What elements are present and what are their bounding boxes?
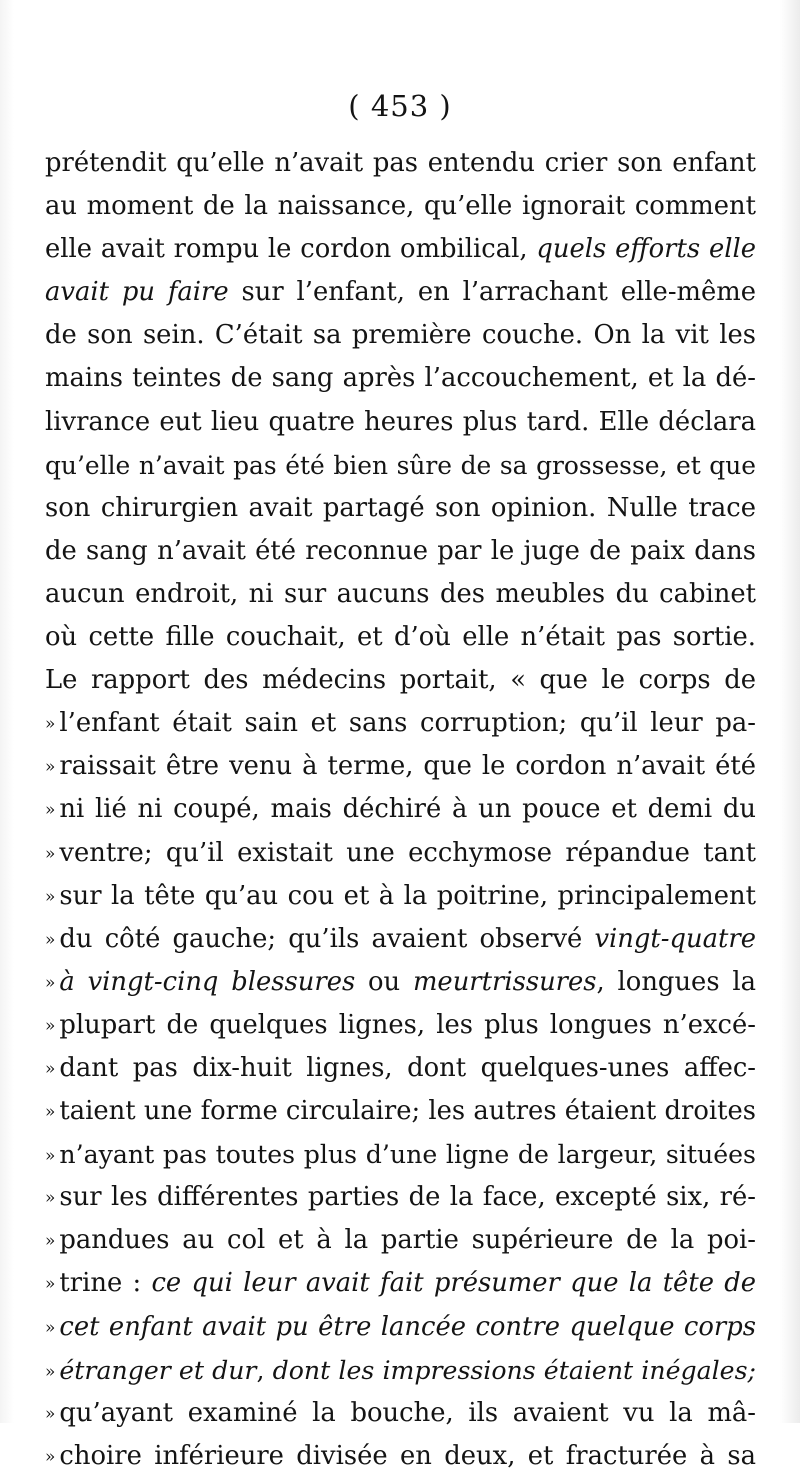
text-segment: , longues la: [596, 966, 756, 997]
text-segment: l’enfant était sain et sans corruption; qu’il leur pa-: [59, 708, 756, 739]
text-line: [45, 357, 756, 400]
text-segment: mains teintes de sang après l’accouchement, et la dé-: [45, 363, 756, 394]
quotation-mark: »: [45, 1361, 56, 1382]
italic-text: avait pu faire: [45, 277, 229, 308]
quotation-mark: »: [45, 1274, 56, 1295]
quotation-mark: »: [45, 1058, 56, 1079]
text-segment: choire inférieure divisée en deux, et fracturée à sa: [59, 1440, 756, 1471]
text-line: [45, 875, 756, 918]
text-line: [45, 142, 756, 185]
italic-text: cet enfant avait pu être lancée contre quelque corps: [59, 1311, 756, 1342]
text-line: [45, 788, 756, 831]
text-segment: qu’ayant examiné la bouche, ils avaient vu la mâ-: [59, 1397, 756, 1428]
text-segment: dant pas dix-huit lignes, dont quelques-unes affec-: [59, 1052, 756, 1083]
text-segment: prétendit qu’elle n’avait pas entendu crier son enfant: [45, 148, 756, 178]
text-line: [45, 659, 756, 702]
italic-text: à vingt-cinq blessures: [59, 966, 356, 997]
text-segment: Le rapport des médecins portait, « que le corps de: [45, 665, 756, 696]
text-segment: sur la tête qu’au cou et à la poitrine, principalement: [59, 880, 756, 911]
italic-text: dont les impressions étaient inégales;: [272, 1355, 756, 1385]
text-segment: de son sein. C’était sa première couche. On la vit les: [45, 320, 756, 351]
quotation-mark: »: [45, 1231, 56, 1252]
text-segment: au moment de la naissance, qu’elle ignorait comment: [45, 191, 756, 222]
text-line: [45, 314, 756, 357]
text-segment: ou: [355, 966, 413, 997]
text-line: [45, 530, 756, 573]
text-line: [45, 1090, 756, 1133]
quotation-mark: »: [45, 1146, 56, 1167]
quotation-mark: »: [45, 800, 56, 821]
text-line: [45, 832, 756, 875]
italic-text: meurtrissures: [412, 966, 597, 997]
quotation-mark: »: [45, 714, 56, 735]
text-line: [45, 1004, 756, 1047]
text-segment: trine :: [59, 1268, 152, 1299]
text-segment: plupart de quelques lignes, les plus longues n’excé-: [59, 1009, 756, 1040]
text-line: [45, 702, 756, 745]
text-segment: raissait être venu à terme, que le cordon n’avait été: [59, 751, 756, 782]
text-line: [45, 1262, 756, 1305]
quotation-mark: »: [45, 1015, 56, 1036]
text-line: [45, 487, 756, 530]
text-segment: ni lié ni coupé, mais déchiré à un pouce et demi du: [59, 794, 756, 825]
text-line: [45, 1047, 756, 1090]
text-line: [45, 271, 756, 314]
quotation-mark: »: [45, 1188, 56, 1209]
italic-text: quels efforts elle: [536, 234, 756, 265]
text-line: [45, 616, 756, 659]
italic-text: vingt-quatre: [594, 923, 756, 954]
text-segment: sur l’enfant, en l’arrachant elle-même: [228, 277, 756, 308]
quotation-mark: »: [45, 929, 56, 950]
text-line: [45, 573, 756, 616]
text-line: [45, 745, 756, 788]
text-line: [45, 1133, 756, 1176]
text-line: [45, 1392, 756, 1435]
text-segment: n’ayant pas toutes plus d’une ligne de largeur, situées: [59, 1140, 756, 1170]
text-segment: du côté gauche; qu’ils avaient observé: [59, 923, 595, 954]
text-line: [45, 1219, 756, 1262]
text-line: [45, 918, 756, 961]
text-segment: de sang n’avait été reconnue par le juge de paix dans: [45, 535, 756, 566]
quotation-mark: »: [45, 886, 56, 907]
text-segment: elle avait rompu le cordon ombilical,: [45, 234, 537, 265]
quotation-mark: »: [45, 1102, 56, 1123]
text-line: [45, 185, 756, 228]
text-segment: qu’elle n’avait pas été bien sûre de sa grossesse, et que: [45, 450, 756, 480]
text-segment: ventre; qu’il existait une ecchymose répandue tant: [59, 837, 756, 868]
text-segment: pandues au col et à la partie supérieure de la poi-: [59, 1225, 756, 1256]
text-line: [45, 1306, 756, 1349]
text-line: [45, 401, 756, 444]
text-segment: taient une forme circulaire; les autres étaient droites: [59, 1096, 756, 1127]
quotation-mark: »: [45, 757, 56, 778]
text-segment: aucun endroit, ni sur aucuns des meubles du cabinet: [45, 578, 756, 609]
quotation-mark: »: [45, 972, 56, 993]
text-line: [45, 961, 756, 1004]
text-segment: sur les différentes parties de la face, excepté six, ré-: [59, 1182, 756, 1213]
italic-text: étranger et dur: [59, 1355, 257, 1385]
page-number: ( 453 ): [348, 89, 452, 123]
text-segment: livrance eut lieu quatre heures plus tard. Elle déclara: [45, 406, 756, 437]
text-line: [45, 1176, 756, 1219]
quotation-mark: »: [45, 843, 56, 864]
text-line: [45, 444, 756, 487]
text-line: [45, 228, 756, 271]
text-segment: où cette fille couchait, et d’où elle n’était pas sortie.: [45, 622, 756, 653]
italic-text: ce qui leur avait fait présumer que la tête de: [151, 1268, 757, 1299]
quotation-mark: »: [45, 1446, 56, 1467]
body-text: [45, 142, 756, 1478]
text-segment: ,: [256, 1355, 273, 1385]
text-segment: son chirurgien avait partagé son opinion. Nulle trace: [45, 492, 756, 523]
quotation-mark: »: [45, 1403, 56, 1424]
text-line: [45, 1349, 756, 1392]
text-line: [45, 1435, 756, 1478]
quotation-mark: »: [45, 1317, 56, 1338]
